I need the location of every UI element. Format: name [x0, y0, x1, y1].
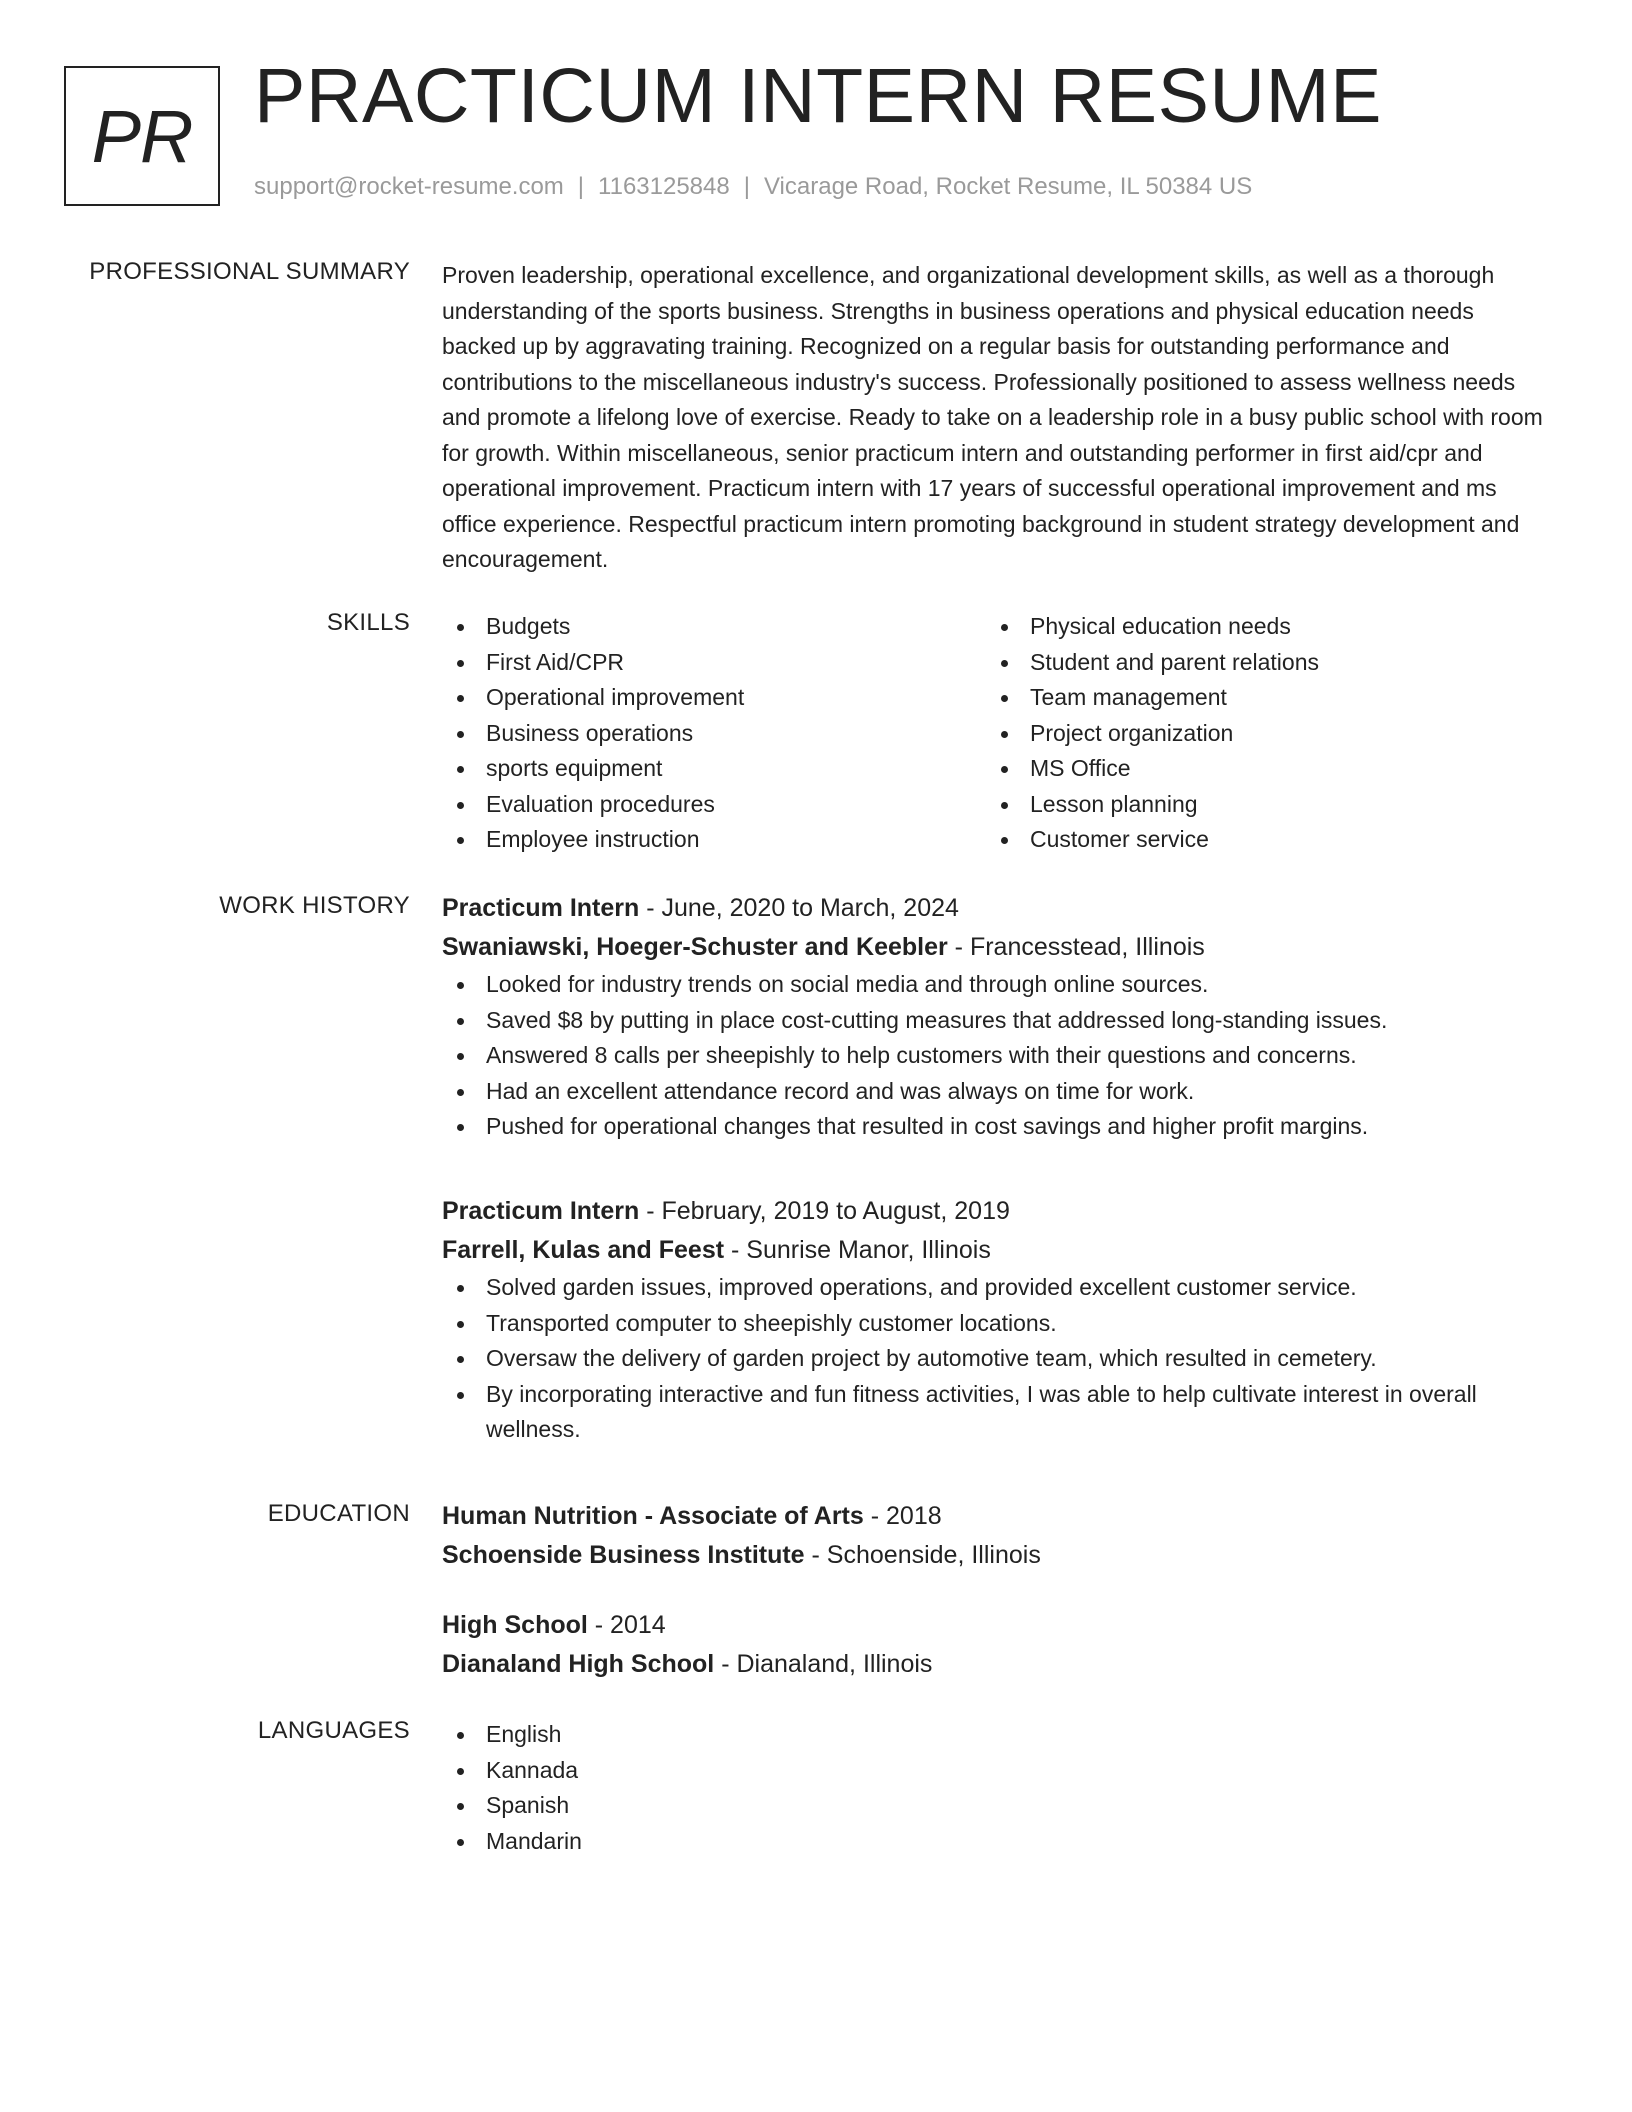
skill-item: Lesson planning — [986, 787, 1530, 823]
contact-phone: 1163125848 — [598, 173, 730, 200]
section-heading-summary: PROFESSIONAL SUMMARY — [89, 258, 410, 285]
job-bullets — [442, 967, 1552, 1145]
education-entry — [442, 1497, 1552, 1575]
job-bullet: Had an excellent attendance record and was always on time for work. — [442, 1074, 1552, 1110]
job-location: - Sunrise Manor, Illinois — [724, 1236, 991, 1264]
education-school-line — [442, 1645, 1552, 1684]
contact-line — [254, 173, 1252, 201]
education-degree: High School — [442, 1611, 588, 1639]
education-school: Schoenside Business Institute — [442, 1541, 805, 1569]
skill-item: First Aid/CPR — [442, 645, 986, 681]
job-entry — [442, 1192, 1552, 1448]
job-company: Farrell, Kulas and Feest — [442, 1236, 725, 1264]
job-bullets — [442, 1270, 1552, 1448]
education-degree: Human Nutrition - Associate of Arts — [442, 1502, 864, 1530]
education-year: - 2014 — [587, 1611, 666, 1639]
skills-list-right — [986, 609, 1530, 858]
skill-item: MS Office — [986, 751, 1530, 787]
skill-item: Customer service — [986, 822, 1530, 858]
job-company-line — [442, 928, 1552, 967]
contact-separator: | — [577, 173, 585, 200]
skill-item: Project organization — [986, 716, 1530, 752]
education-year: - 2018 — [863, 1502, 942, 1530]
skills-body — [442, 609, 1552, 858]
languages-body — [442, 1717, 1552, 1859]
summary-text: Proven leadership, operational excellence, and organizational development skills, as well as a thorough understanding of the sports business. Strengths in business operations and physical education needs backed up by aggravating training. Recognized on a regular basis for outstanding performance and contributions to the miscellaneous industry's success. Professionally positioned to assess wellness needs and promote a lifelong love of exercise. Ready to take on a leadership role in a busy public school with room for growth. Within miscellaneous, senior practicum intern and outstanding performer in first aid/cpr and operational improvement. Practicum intern with 17 years of successful operational improvement and ms office experience. Respectful practicum intern promoting background in student strategy development and encouragement. — [442, 262, 1543, 572]
job-title: Practicum Intern — [442, 1197, 640, 1225]
language-item: Kannada — [442, 1753, 1552, 1789]
job-bullet: Looked for industry trends on social media and through online sources. — [442, 967, 1552, 1003]
skill-item: Business operations — [442, 716, 986, 752]
section-heading-skills: SKILLS — [326, 609, 410, 636]
job-bullet: Answered 8 calls per sheepishly to help customers with their questions and concerns. — [442, 1038, 1552, 1074]
skill-item: Evaluation procedures — [442, 787, 986, 823]
education-degree-line — [442, 1606, 1552, 1645]
monogram-initials: PR — [91, 94, 193, 178]
skill-item: sports equipment — [442, 751, 986, 787]
job-dates: - February, 2019 to August, 2019 — [639, 1197, 1010, 1225]
job-location: - Francesstead, Illinois — [947, 933, 1205, 961]
skill-item: Operational improvement — [442, 680, 986, 716]
job-title: Practicum Intern — [442, 894, 640, 922]
monogram-box — [64, 66, 220, 206]
job-dates: - June, 2020 to March, 2024 — [639, 894, 959, 922]
education-school: Dianaland High School — [442, 1650, 715, 1678]
job-company-line — [442, 1231, 1552, 1270]
education-school-line — [442, 1536, 1552, 1575]
contact-address: Vicarage Road, Rocket Resume, IL 50384 US — [763, 173, 1253, 200]
job-bullet: Solved garden issues, improved operations, and provided excellent customer service. — [442, 1270, 1552, 1306]
contact-separator: | — [743, 173, 750, 200]
section-heading-work: WORK HISTORY — [219, 892, 410, 919]
language-item: Spanish — [442, 1788, 1552, 1824]
job-title-line — [442, 889, 1552, 928]
skill-item: Budgets — [442, 609, 986, 645]
job-bullet: Saved $8 by putting in place cost-cutting measures that addressed long-standing issues. — [442, 1003, 1552, 1039]
education-location: - Dianaland, Illinois — [714, 1650, 933, 1678]
job-bullet: Oversaw the delivery of garden project by automotive team, which resulted in cemetery. — [442, 1341, 1552, 1377]
education-degree-line — [442, 1497, 1552, 1536]
job-company: Swaniawski, Hoeger-Schuster and Keebler — [442, 933, 948, 961]
skill-item: Employee instruction — [442, 822, 986, 858]
education-entry — [442, 1606, 1552, 1684]
job-entry — [442, 889, 1552, 1145]
section-heading-education: EDUCATION — [267, 1500, 410, 1527]
resume-title: PRACTICUM INTERN RESUME — [254, 53, 1383, 139]
language-item: Mandarin — [442, 1824, 1552, 1860]
job-bullet: Transported computer to sheepishly customer locations. — [442, 1306, 1552, 1342]
education-location: - Schoenside, Illinois — [804, 1541, 1041, 1569]
languages-list — [442, 1717, 1552, 1859]
contact-email: support@rocket-resume.com — [254, 173, 564, 200]
job-title-line — [442, 1192, 1552, 1231]
skill-item: Team management — [986, 680, 1530, 716]
section-heading-languages: LANGUAGES — [257, 1717, 410, 1744]
summary-body — [442, 258, 1552, 578]
language-item: English — [442, 1717, 1552, 1753]
skills-list-left — [442, 609, 986, 858]
skill-item: Student and parent relations — [986, 645, 1530, 681]
job-bullet: By incorporating interactive and fun fitness activities, I was able to help cultivate interest in overall wellness. — [442, 1377, 1552, 1448]
job-bullet: Pushed for operational changes that resulted in cost savings and higher profit margins. — [442, 1109, 1552, 1145]
skill-item: Physical education needs — [986, 609, 1530, 645]
